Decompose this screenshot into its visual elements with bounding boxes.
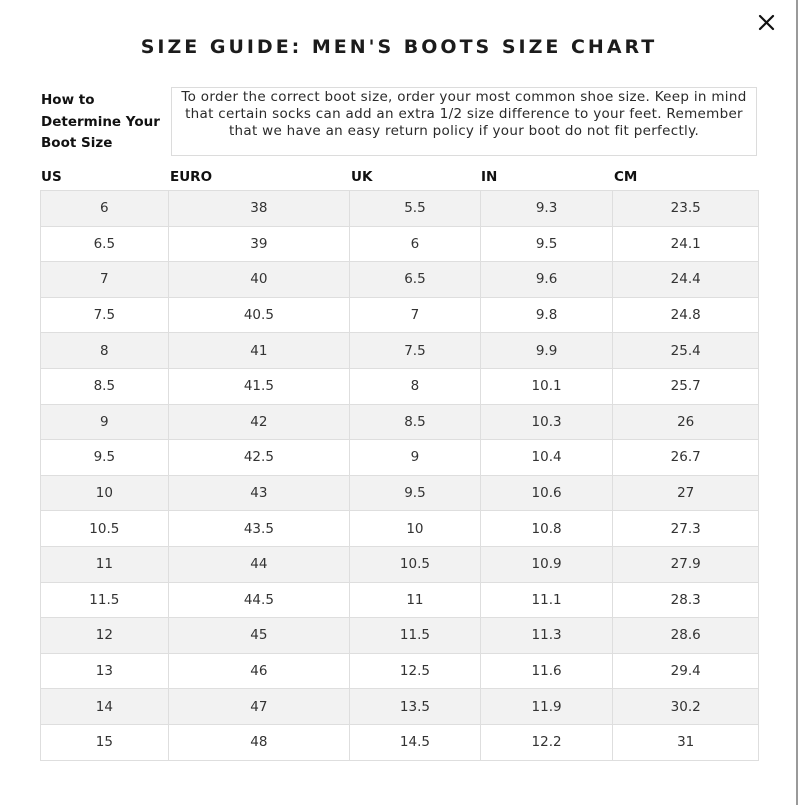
cell-us: 8 [41,333,169,369]
cell-cm: 27 [613,475,759,511]
table-row [41,511,759,547]
cell-uk: 7.5 [350,333,481,369]
cell-in: 9.5 [480,226,613,262]
cell-cm: 25.4 [613,333,759,369]
cell-cm: 24.8 [613,297,759,333]
how-to-label-line: Determine Your [41,113,160,130]
cell-us: 12 [41,618,169,654]
cell-uk: 5.5 [350,191,481,227]
cell-cm: 27.3 [613,511,759,547]
close-icon [757,13,777,33]
cell-uk: 11.5 [350,618,481,654]
cell-euro: 46 [168,653,349,689]
cell-euro: 43.5 [168,511,349,547]
table-row [41,404,759,440]
cell-cm: 24.4 [613,262,759,298]
table-row [41,582,759,618]
cell-us: 10.5 [41,511,169,547]
cell-euro: 39 [168,226,349,262]
column-header-euro: EURO [170,169,213,185]
cell-in: 9.9 [480,333,613,369]
how-to-label [41,90,171,155]
cell-euro: 44.5 [168,582,349,618]
window-edge [796,0,798,805]
table-row [41,262,759,298]
cell-cm: 27.9 [613,546,759,582]
cell-in: 10.1 [480,368,613,404]
cell-uk: 10 [350,511,481,547]
cell-in: 11.9 [480,689,613,725]
cell-uk: 6.5 [350,262,481,298]
cell-euro: 41.5 [168,368,349,404]
cell-cm: 23.5 [613,191,759,227]
table-row [41,475,759,511]
table-row [41,653,759,689]
cell-euro: 43 [168,475,349,511]
cell-us: 14 [41,689,169,725]
cell-in: 11.1 [480,582,613,618]
table-row [41,546,759,582]
cell-us: 6.5 [41,226,169,262]
cell-cm: 25.7 [613,368,759,404]
cell-uk: 8 [350,368,481,404]
cell-euro: 42.5 [168,440,349,476]
cell-cm: 30.2 [613,689,759,725]
cell-us: 11.5 [41,582,169,618]
cell-in: 9.8 [480,297,613,333]
cell-uk: 9.5 [350,475,481,511]
how-to-label-line: Boot Size [41,135,113,151]
cell-us: 10 [41,475,169,511]
table-row [41,368,759,404]
cell-cm: 26.7 [613,440,759,476]
table-row [41,226,759,262]
table-row [41,297,759,333]
cell-us: 7 [41,262,169,298]
cell-us: 15 [41,724,169,760]
cell-in: 9.3 [480,191,613,227]
how-to-label-line: How to [41,92,95,108]
cell-us: 7.5 [41,297,169,333]
cell-cm: 26 [613,404,759,440]
cell-uk: 9 [350,440,481,476]
size-chart-table [40,190,759,761]
table-row [41,440,759,476]
cell-euro: 40 [168,262,349,298]
cell-us: 6 [41,191,169,227]
cell-uk: 13.5 [350,689,481,725]
cell-in: 10.6 [480,475,613,511]
how-to-description: To order the correct boot size, order your most common shoe size. Keep in mind that certain socks can add an extra 1/2 size difference to your feet. Remember that we have an easy return policy if your boot do not fit perfectly. [171,87,757,156]
table-row [41,689,759,725]
cell-cm: 28.6 [613,618,759,654]
cell-euro: 42 [168,404,349,440]
cell-euro: 47 [168,689,349,725]
cell-in: 12.2 [480,724,613,760]
column-header-in: IN [481,169,498,185]
cell-euro: 48 [168,724,349,760]
cell-uk: 11 [350,582,481,618]
cell-in: 11.3 [480,618,613,654]
modal-title: SIZE GUIDE: MEN'S BOOTS SIZE CHART [140,36,658,58]
cell-in: 10.4 [480,440,613,476]
cell-us: 11 [41,546,169,582]
column-header-cm: CM [614,169,638,185]
cell-in: 10.9 [480,546,613,582]
close-button[interactable] [757,13,777,33]
table-row [41,333,759,369]
cell-us: 9 [41,404,169,440]
cell-uk: 10.5 [350,546,481,582]
cell-euro: 41 [168,333,349,369]
cell-in: 10.3 [480,404,613,440]
cell-us: 13 [41,653,169,689]
cell-in: 10.8 [480,511,613,547]
table-column-headers [0,169,798,187]
cell-us: 9.5 [41,440,169,476]
column-header-us: US [41,169,62,185]
cell-uk: 7 [350,297,481,333]
cell-in: 9.6 [480,262,613,298]
column-header-uk: UK [351,169,373,185]
cell-uk: 8.5 [350,404,481,440]
cell-euro: 40.5 [168,297,349,333]
cell-cm: 24.1 [613,226,759,262]
cell-us: 8.5 [41,368,169,404]
cell-euro: 45 [168,618,349,654]
cell-euro: 38 [168,191,349,227]
table-row [41,191,759,227]
cell-in: 11.6 [480,653,613,689]
cell-uk: 6 [350,226,481,262]
cell-uk: 14.5 [350,724,481,760]
cell-cm: 29.4 [613,653,759,689]
table-row [41,724,759,760]
cell-euro: 44 [168,546,349,582]
table-row [41,618,759,654]
cell-cm: 31 [613,724,759,760]
cell-cm: 28.3 [613,582,759,618]
cell-uk: 12.5 [350,653,481,689]
